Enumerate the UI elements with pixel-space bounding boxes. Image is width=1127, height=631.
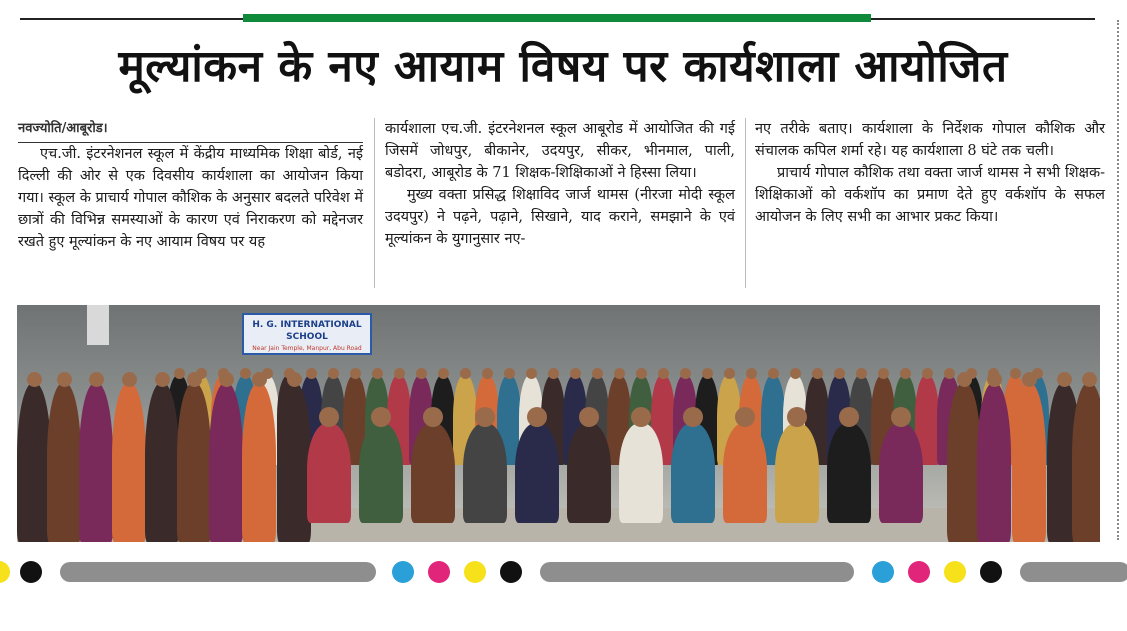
person-head [614,368,625,379]
person-figure [1012,383,1046,542]
person-head [592,368,603,379]
column-3-paragraph-1: नए तरीके बताए। कार्यशाला के निर्देशक गोपाल कौशिक और संचालक कपिल शर्मा रहे। यह कार्यशाला 8 घंटे तक चली। [755,121,1105,159]
person-head [89,372,104,387]
column-divider [374,118,375,288]
article-column-3 [755,118,1105,228]
person-head [856,368,867,379]
person-figure [463,423,507,523]
school-banner [242,313,372,355]
person-head [328,368,339,379]
banner-title: H. G. INTERNATIONAL SCHOOL [252,320,362,342]
person-head [680,368,691,379]
magenta-registration-dot [908,561,930,583]
person-head [957,372,972,387]
person-head [987,372,1002,387]
page-edge-dotted-line [1117,20,1119,540]
person-head [900,368,911,379]
magenta-registration-dot [428,561,450,583]
yellow-registration-dot [944,561,966,583]
person-figure [567,423,611,523]
column-3-paragraph-2: प्राचार्य गोपाल कौशिक तथा वक्ता जार्ज थामस ने सभी शिक्षक-शिक्षिकाओं को वर्कशॉप का प्रमाण देते हुए वर्कशॉप के सफल आयोजन के लिए सभी का आभार प्रकट किया। [755,165,1105,225]
person-head [174,368,185,379]
person-head [548,368,559,379]
person-head [504,368,515,379]
person-figure [112,383,146,542]
black-registration-dot [500,561,522,583]
pillar-shape [87,305,109,345]
person-head [219,372,234,387]
person-head [839,407,859,427]
person-head [891,407,911,427]
person-head [482,368,493,379]
person-figure [723,423,767,523]
group-photo [17,305,1100,542]
person-head [438,368,449,379]
person-head [416,368,427,379]
column-2-paragraph-2: मुख्य वक्ता प्रसिद्ध शिक्षाविद जार्ज थामस (नीरजा मोदी स्कूल उदयपुर) ने पढ़ने, पढ़ाने, सिखाने, याद कराने, समझाने के एवं मूल्यांकन के युगानुसार नए- [385,187,735,247]
person-figure [1072,383,1100,542]
person-figure [515,423,559,523]
cyan-registration-dot [872,561,894,583]
person-head [768,368,779,379]
person-head [1022,372,1037,387]
person-figure [145,383,179,542]
black-registration-dot [20,561,42,583]
person-head [526,368,537,379]
person-head [57,372,72,387]
yellow-registration-dot [464,561,486,583]
person-figure [242,383,276,542]
article-column-1 [18,118,363,253]
person-head [790,368,801,379]
person-head [460,368,471,379]
article-column-2 [385,118,735,250]
person-head [579,407,599,427]
person-head [702,368,713,379]
person-head [631,407,651,427]
person-figure [671,423,715,523]
person-head [350,368,361,379]
person-figure [619,423,663,523]
person-figure [177,383,211,542]
banner-subtitle: Near Jain Temple, Manpur, Abu Road [252,345,362,352]
person-head [834,368,845,379]
person-head [475,407,495,427]
person-head [306,368,317,379]
dateline: नवज्योति/आबूरोड। [18,118,363,143]
person-figure [307,423,351,523]
headline-accent-bar [243,14,871,22]
person-head [319,407,339,427]
person-head [527,407,547,427]
person-head [122,372,137,387]
person-figure [827,423,871,523]
person-head [371,407,391,427]
gray-registration-bar [60,562,376,582]
person-figure [879,423,923,523]
person-head [394,368,405,379]
person-head [724,368,735,379]
person-head [287,372,302,387]
person-figure [47,383,81,542]
person-head [27,372,42,387]
person-figure [277,383,311,542]
person-figure [775,423,819,523]
person-head [240,368,251,379]
person-head [1057,372,1072,387]
person-head [878,368,889,379]
person-figure [79,383,113,542]
black-registration-dot [980,561,1002,583]
person-head [787,407,807,427]
person-head [658,368,669,379]
column-2-paragraph-1: कार्यशाला एच.जी. इंटरनेशनल स्कूल आबूरोड में आयोजित की गई जिसमें जोधपुर, बीकानेर, उदयपुर, सीकर, भीनमाल, पाली, बडोदरा, आबूरोड के 71 शिक्षक-शिक्षिकाओं ने हिस्सा लिया। [385,121,735,181]
person-figure [359,423,403,523]
person-head [922,368,933,379]
person-head [683,407,703,427]
person-head [570,368,581,379]
person-head [372,368,383,379]
yellow-registration-dot [0,561,10,583]
gray-registration-bar [1020,562,1127,582]
cyan-registration-dot [392,561,414,583]
person-figure [947,383,981,542]
person-head [187,372,202,387]
person-head [746,368,757,379]
person-figure [411,423,455,523]
column-1-text: एच.जी. इंटरनेशनल स्कूल में केंद्रीय माध्यमिक शिक्षा बोर्ड, नई दिल्ली की ओर से एक दिवसीय कार्यशाला का आयोजन किया गया। स्कूल के प्राचार्य गोपाल कौशिक के अनुसार बदलते परिवेश में छात्रों की विभिन्न समस्याओं के कारण एवं निराकरण को मद्देनजर रखते हुए मूल्यांकन के नए आयाम विषय पर यह [18,146,363,250]
person-figure [209,383,243,542]
column-divider [745,118,746,288]
person-head [944,368,955,379]
person-figure [977,383,1011,542]
person-head [735,407,755,427]
person-head [252,372,267,387]
person-head [636,368,647,379]
person-head [423,407,443,427]
gray-registration-bar [540,562,854,582]
headline: मूल्यांकन के नए आयाम विषय पर कार्यशाला आयोजित [118,41,1008,92]
person-head [1082,372,1097,387]
person-head [812,368,823,379]
person-figure [17,383,51,542]
person-head [1010,368,1021,379]
person-head [155,372,170,387]
